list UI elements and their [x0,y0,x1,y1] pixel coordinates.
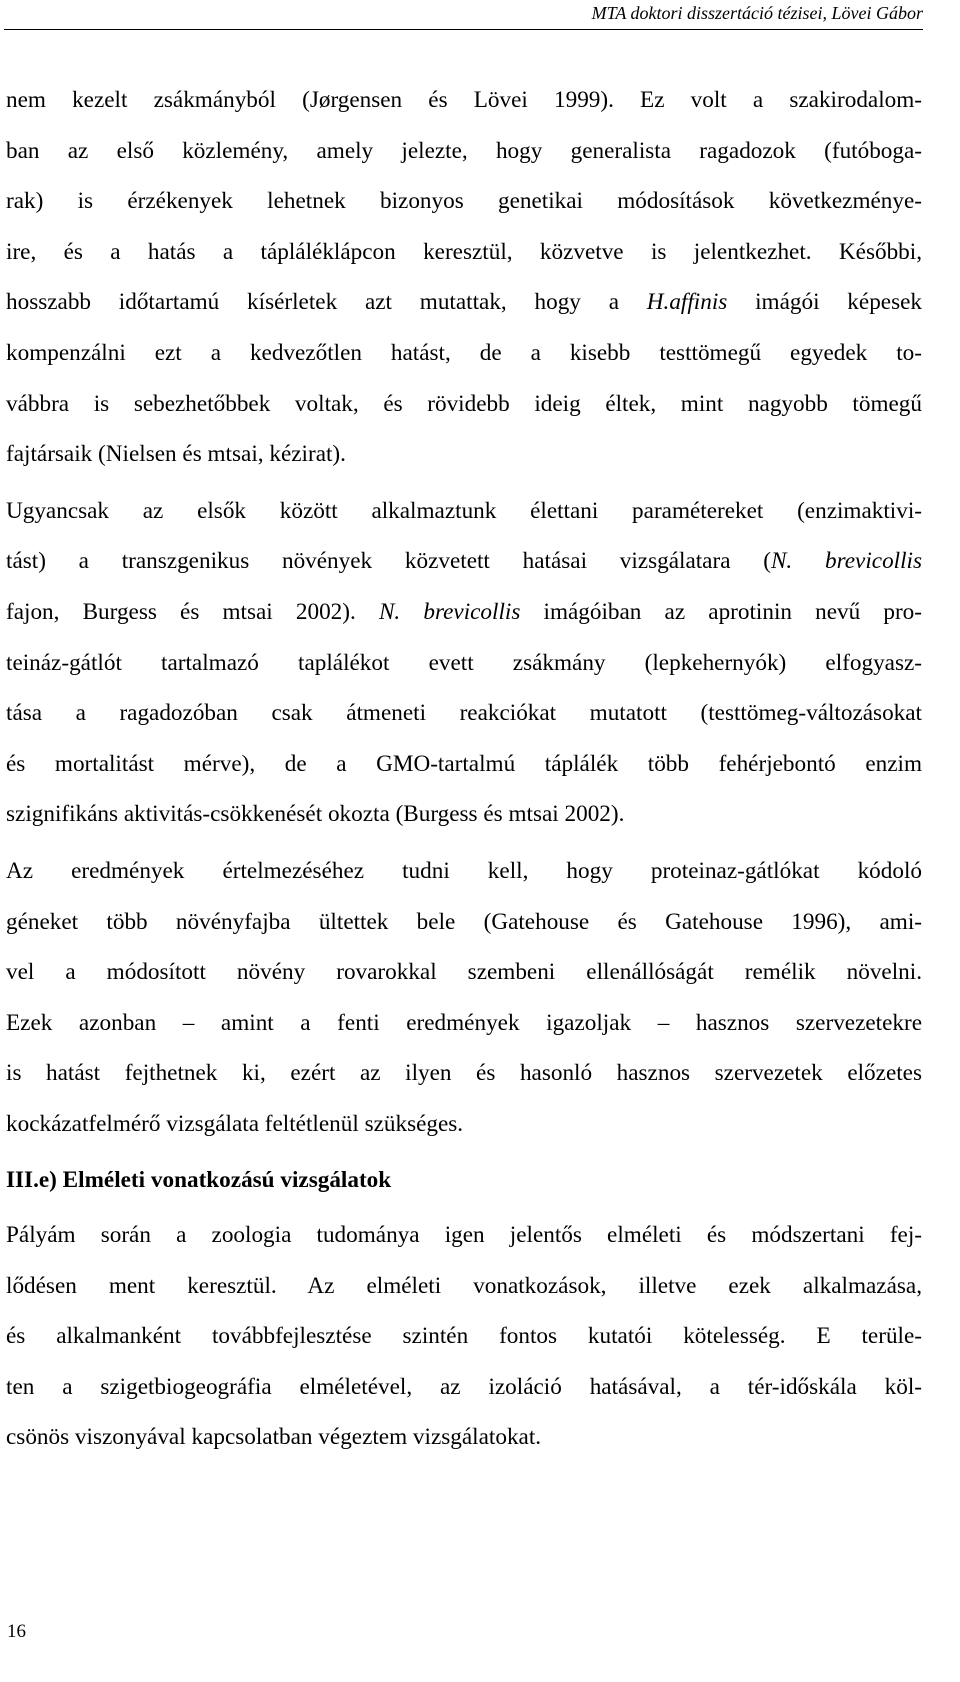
paragraph-2 [6,486,922,840]
text-line: fajtársaik (Nielsen és mtsai, kézirat). [6,441,346,468]
paragraph-3 [6,846,922,1150]
text-line: és mortalitást mérve), de a GMO-tartalmú táplálék több fehérjebontó enzim [6,750,922,777]
text-line: kompenzálni ezt a kedvezőtlen hatást, de a kisebb testtömegű egyedek to- [6,339,922,366]
text-line: vel a módosított növény rovarokkal szembeni ellenállóságát remélik növelni. [6,959,922,986]
text-line: ban az első közlemény, amely jelezte, hogy generalista ragadozok (futóboga- [6,137,922,164]
text-line: Ugyancsak az elsők között alkalmaztunk élettani paramétereket (enzimaktivi- [6,497,922,524]
text-line: szignifikáns aktivitás-csökkenését okozta (Burgess és mtsai 2002). [6,801,625,828]
text-line: géneket több növényfajba ültettek bele (Gatehouse és Gatehouse 1996), ami- [6,908,922,935]
page-number: 16 [7,1621,26,1642]
text-line: lődésen ment keresztül. Az elméleti vonatkozások, illetve ezek alkalmazása, [6,1272,922,1299]
text-line: fajon, Burgess és mtsai 2002). N. brevicollis imágóiban az aprotinin nevű pro- [6,598,923,625]
text-line: kockázatfelmérő vizsgálata feltétlenül szükséges. [6,1110,464,1137]
text-line: rak) is érzékenyek lehetnek bizonyos genetikai módosítások következménye- [6,188,922,215]
text-line: teináz-gátlót tartalmazó taplálékot evett zsákmány (lepkehernyók) elfogyasz- [6,649,922,676]
header-rule [4,29,923,30]
text-line: is hatást fejthetnek ki, ezért az ilyen és hasonló hasznos szervezetek előzetes [6,1060,922,1087]
text-line: Pályám során a zoologia tudománya igen jelentős elméleti és módszertani fej- [6,1222,922,1249]
section-heading: III.e) Elméleti vonatkozású vizsgálatok [6,1167,392,1194]
text-line: tást) a transzgenikus növények közvetett hatásai vizsgálatara (N. brevicollis [6,548,923,575]
text-line: nem kezelt zsákmányból (Jørgensen és Lövei 1999). Ez volt a szakirodalom- [6,87,922,113]
running-header: MTA doktori disszertáció tézisei, Lövei Gábor [591,3,923,23]
paragraph-1 [6,75,922,480]
text-line: Az eredmények értelmezéséhez tudni kell, hogy proteinaz-gátlókat kódoló [6,857,922,884]
text-line: és alkalmanként továbbfejlesztése szintén fontos kutatói kötelesség. E terüle- [6,1323,922,1350]
text-line: ire, és a hatás a tápláléklápcon keresztül, közvetve is jelentkezhet. Későbbi, [6,238,922,265]
text-line: hosszabb időtartamú kísérletek azt mutattak, hogy a H.affinis imágói képesek [6,289,922,316]
text-line: Ezek azonban – amint a fenti eredmények igazoljak – hasznos szervezetekre [6,1009,922,1036]
text-line: tása a ragadozóban csak átmeneti reakciókat mutatott (testtömeg-változásokat [6,700,922,727]
text-line: csönös viszonyával kapcsolatban végeztem vizsgálatokat. [6,1424,542,1451]
text-line: ten a szigetbiogeográfia elméletével, az izoláció hatásával, a tér-időskála köl- [6,1373,922,1400]
text-line: vábbra is sebezhetőbbek voltak, és rövidebb ideig éltek, mint nagyobb tömegű [6,390,922,417]
paragraph-4 [6,1210,922,1463]
document-body [6,75,922,1463]
